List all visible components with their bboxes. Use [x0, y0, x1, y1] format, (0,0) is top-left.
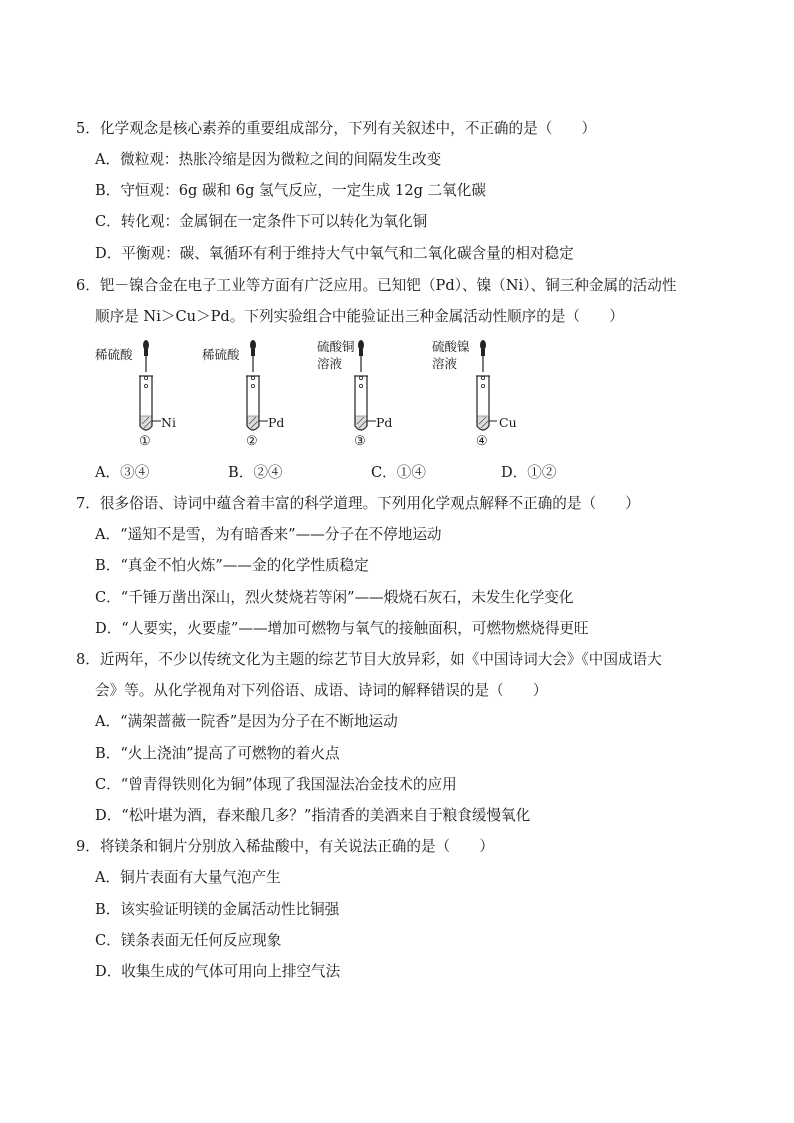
question-5-stem: 5．化学观念是核心素养的重要组成部分，下列有关叙述中，不正确的是（ ） — [76, 120, 597, 137]
question-5-option-d: D．平衡观：碳、氧循环有利于维持大气中氧气和二氧化碳含量的相对稳定 — [95, 245, 574, 262]
tube-4-reagent-line2: 溶液 — [432, 356, 458, 371]
test-tube-figure — [95, 338, 615, 458]
question-7-option-b: B．“真金不怕火炼”——金的化学性质稳定 — [95, 557, 369, 574]
tube-2-reagent: 稀硫酸 — [202, 347, 240, 362]
question-9-option-d: D．收集生成的气体可用向上排空气法 — [95, 963, 341, 980]
question-5-option-c: C．转化观：金属铜在一定条件下可以转化为氧化铜 — [95, 213, 428, 230]
tube-3-metal: Pd — [376, 415, 393, 430]
tube-2-number: ② — [246, 434, 258, 449]
tube-3-number: ③ — [354, 434, 366, 449]
tube-2-metal: Pd — [268, 415, 285, 430]
test-tube-2 — [202, 338, 312, 458]
tube-4-reagent-line1: 硫酸镍 — [432, 339, 470, 354]
question-6-stem-line2: 顺序是 Ni＞Cu＞Pd。下列实验组合中能验证出三种金属活动性顺序的是（ ） — [95, 308, 624, 325]
question-9-stem: 9．将镁条和铜片分别放入稀盐酸中，有关说法正确的是（ ） — [76, 838, 494, 855]
tube-3-reagent-line2: 溶液 — [317, 356, 343, 371]
question-7-option-a: A．“遥知不是雪，为有暗香来”——分子在不停地运动 — [95, 526, 442, 543]
tube-1-reagent: 稀硫酸 — [95, 347, 133, 362]
tube-3-reagent-line1: 硫酸铜 — [317, 339, 355, 354]
question-6-option-d: D．①② — [501, 464, 557, 481]
question-6-option-a: A．③④ — [95, 464, 150, 481]
question-5-option-b: B．守恒观：6g 碳和 6g 氢气反应，一定生成 12g 二氧化碳 — [95, 182, 486, 199]
test-tube-3 — [310, 338, 420, 458]
question-7-option-c: C．“千锤万凿出深山，烈火焚烧若等闲”——煅烧石灰石，未发生化学变化 — [95, 589, 574, 606]
question-9-option-a: A．铜片表面有大量气泡产生 — [95, 869, 281, 886]
question-8-stem-line2: 会》等。从化学视角对下列俗语、成语、诗词的解释错误的是（ ） — [95, 682, 548, 699]
question-5-option-a: A．微粒观：热胀冷缩是因为微粒之间的间隔发生改变 — [95, 151, 442, 168]
test-tube-4 — [425, 338, 535, 458]
tube-4-number: ④ — [476, 434, 488, 449]
question-8-option-c: C．“曾青得铁则化为铜”体现了我国湿法冶金技术的应用 — [95, 776, 457, 793]
question-8-option-d: D．“松叶堪为酒，春来酿几多？”指清香的美酒来自于粮食缓慢氧化 — [95, 807, 531, 824]
question-8-option-a: A．“满架蔷薇一院香”是因为分子在不断地运动 — [95, 713, 398, 730]
question-9-option-b: B．该实验证明镁的金属活动性比铜强 — [95, 901, 340, 918]
question-8-stem-line1: 8．近两年，不少以传统文化为主题的综艺节目大放异彩，如《中国诗词大会》《中国成语大 — [76, 651, 662, 668]
question-6-option-c: C．①④ — [371, 464, 426, 481]
question-7-option-d: D．“人要实，火要虚”——增加可燃物与氧气的接触面积，可燃物燃烧得更旺 — [95, 620, 589, 637]
question-9-option-c: C．镁条表面无任何反应现象 — [95, 932, 282, 949]
question-6-option-b: B．②④ — [228, 464, 283, 481]
question-7-stem: 7．很多俗语、诗词中蕴含着丰富的科学道理。下列用化学观点解释不正确的是（ ） — [76, 495, 640, 512]
tube-1-number: ① — [139, 434, 151, 449]
tube-4-metal: Cu — [499, 415, 517, 430]
question-8-option-b: B．“火上浇油”提高了可燃物的着火点 — [95, 745, 340, 762]
tube-1-metal: Ni — [161, 415, 176, 430]
test-tube-1 — [95, 338, 205, 458]
question-6-stem-line1: 6．钯－镍合金在电子工业等方面有广泛应用。已知钯（Pd）、镍（Ni）、铜三种金属的活动性 — [76, 277, 677, 294]
